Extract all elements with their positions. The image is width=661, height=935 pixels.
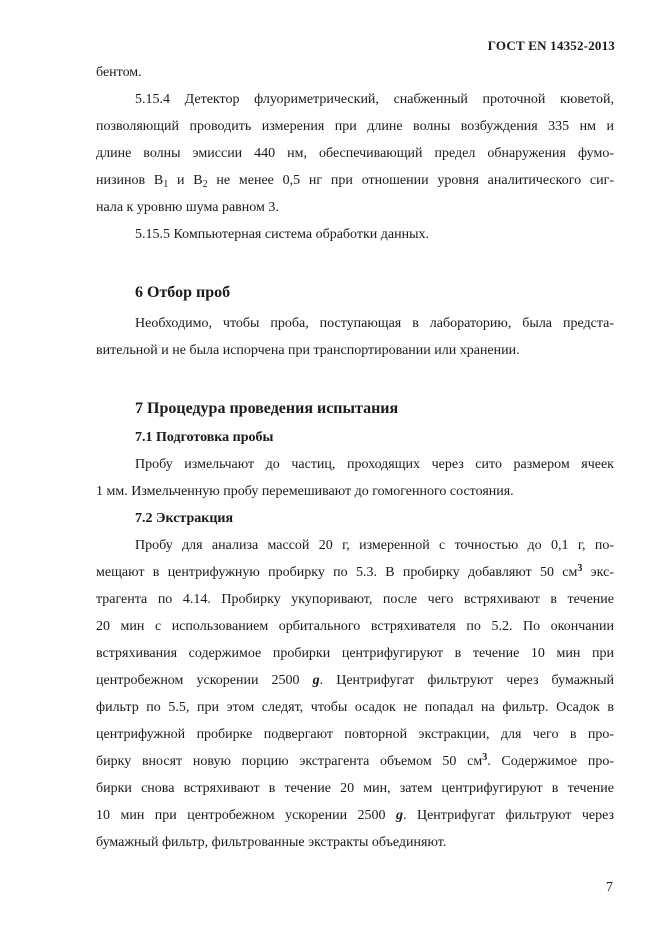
text-span: и B — [168, 173, 203, 188]
text-line: длине волны эмиссии 440 нм, обеспечивающий предел обнаружения фумо- — [96, 146, 614, 161]
text-line: позволяющий проводить измерения при длине волны возбуждения 335 нм и — [96, 119, 614, 134]
italic-symbol-g: g — [312, 673, 320, 688]
subsection-heading-7-1: 7.1 Подготовка пробы — [135, 430, 274, 445]
paragraph-line-5-15-5: 5.15.5 Компьютерная система обработки данных. — [135, 227, 430, 242]
text-line — [96, 564, 614, 582]
text-span: не менее 0,5 нг при отношении уровня аналитического сиг- — [207, 173, 614, 188]
text-span: 10 мин при центробежном ускорении 2500 — [96, 808, 396, 823]
page-number: 7 — [606, 880, 613, 895]
italic-symbol-g: g — [396, 808, 403, 823]
text-span: бирку вносят новую порцию экстрагента объемом 50 см — [96, 754, 483, 769]
subscript: 1 — [163, 179, 169, 190]
subsection-heading-7-2: 7.2 Экстракция — [135, 511, 234, 526]
text-span: . Центрифугат фильтруют через — [403, 808, 614, 823]
text-line: Пробу для анализа массой 20 г, измеренной с точностью до 0,1 г, по- — [135, 538, 614, 553]
text-line: 1 мм. Измельченную пробу перемешивают до гомогенного состояния. — [96, 484, 514, 499]
text-line: бентом. — [96, 65, 142, 80]
text-line: встряхивания содержимое пробирки центрифугируют в течение 10 мин при — [96, 646, 614, 661]
text-line: Необходимо, чтобы проба, поступающая в лабораторию, была предста- — [135, 316, 614, 331]
text-line: вительной и не была испорчена при транспортировании или хранении. — [96, 343, 520, 358]
document-header-id: ГОСТ EN 14352-2013 — [487, 38, 615, 53]
text-span: низинов B — [96, 173, 164, 188]
superscript: 3 — [482, 752, 488, 763]
text-span: . Центрифугат фильтруют через бумажный — [319, 673, 614, 688]
text-span: . Содержимое про- — [487, 754, 614, 769]
text-line: центрифужной пробирке подвергают повторной экстракции, для чего в про- — [96, 727, 614, 742]
text-line: фильтр по 5.5, при этом следят, чтобы осадок не попадал на фильтр. Осадок в — [96, 700, 614, 715]
text-line — [96, 753, 614, 771]
text-span: мещают в центрифужную пробирку по 5.3. В пробирку добавляют 50 см — [96, 565, 578, 580]
text-line: бумажный фильтр, фильтрованные экстракты объединяют. — [96, 835, 447, 850]
text-line: Пробу измельчают до частиц, проходящих через сито размером ячеек — [135, 457, 614, 472]
text-line — [96, 807, 614, 825]
text-line — [96, 672, 614, 690]
superscript: 3 — [577, 563, 583, 574]
text-line: нала к уровню шума равном 3. — [96, 200, 279, 215]
text-line: трагента по 4.14. Пробирку укупоривают, после чего встряхивают в течение — [96, 592, 614, 607]
section-heading-7: 7 Процедура проведения испытания — [135, 400, 399, 417]
text-span: экс- — [582, 565, 614, 580]
paragraph-line-5-15-4: 5.15.4 Детектор флуориметрический, снабженный проточной кюветой, — [135, 92, 614, 107]
text-line: 20 мин с использованием орбитального встряхивателя по 5.2. По окончании — [96, 619, 614, 634]
subscript: 2 — [202, 179, 208, 190]
text-line: бирки снова встряхивают в течение 20 мин, затем центрифугируют в течение — [96, 781, 614, 796]
section-heading-6: 6 Отбор проб — [135, 284, 231, 301]
text-span: центробежном ускорении 2500 — [96, 673, 313, 688]
text-line-fumonisins — [96, 172, 614, 190]
